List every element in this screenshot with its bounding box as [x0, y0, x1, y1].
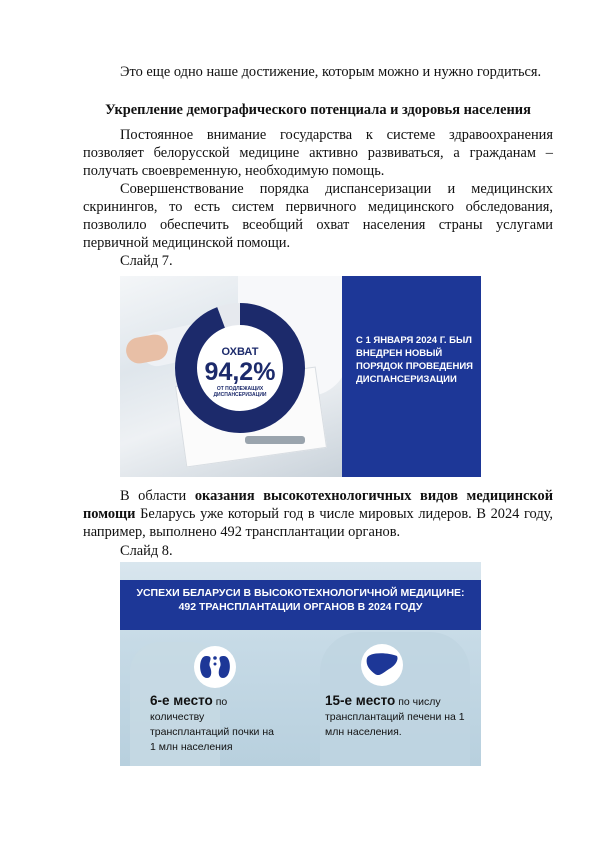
liver-icon	[361, 644, 403, 686]
donut-percent-value: 94,2%	[204, 358, 276, 386]
slide-7-image	[120, 276, 481, 477]
kidney-rank-text: по количеству трансплантаций почки на 1 млн населения	[150, 696, 274, 753]
paragraph-high-tech-bold: оказания высокотехнологичных видов медицинской помощи	[83, 488, 553, 522]
slide-8-title-line2: 492 ТРАНСПЛАНТАЦИИ ОРГАНОВ В 2024 ГОДУ	[178, 601, 423, 613]
section-heading: Укрепление демографического потенциала и здоровья населения	[105, 102, 531, 118]
paragraph-high-tech-prefix: В области	[120, 488, 195, 504]
kidney-icon	[194, 646, 236, 688]
slide-8-label: Слайд 8.	[120, 543, 173, 559]
kidney-rank: 6-е место	[150, 693, 213, 708]
liver-rank-text: по числу трансплантаций печени на 1 млн населения.	[325, 696, 465, 738]
donut-label	[190, 346, 290, 398]
donut-label-title: ОХВАТ	[221, 346, 259, 358]
paragraph-healthcare: Постоянное внимание государства к системе здравоохранения позволяет белорусской медицине активно развиваться, а гражданам – получать своевременную, необходимую помощь.	[83, 127, 553, 179]
paragraph-high-tech	[83, 487, 553, 541]
slide-8-image	[120, 562, 481, 766]
slide-8-title-line1: УСПЕХИ БЕЛАРУСИ В ВЫСОКОТЕХНОЛОГИЧНОЙ МЕДИЦИНЕ:	[136, 587, 465, 599]
liver-ranking-stat	[325, 693, 475, 740]
slide-7-label: Слайд 7.	[120, 253, 173, 269]
paragraph-screening: Совершенствование порядка диспансеризации и медицинских скринингов, то есть систем первичного медицинского обследования, позволило обеспечить всеобщий охват населения страны услугами первичной медицинской помощи.	[83, 181, 553, 251]
paragraph-high-tech-suffix: Беларусь уже который год в числе мировых лидеров. В 2024 году, например, выполнено 492 трансплантации органов.	[83, 506, 553, 540]
kidney-ranking-stat	[150, 693, 275, 755]
liver-rank: 15-е место	[325, 693, 396, 708]
paragraph-achievement: Это еще одно наше достижение, которым можно и нужно гордиться.	[120, 64, 542, 80]
slide-7-panel-text: С 1 ЯНВАРЯ 2024 Г. БЫЛ ВНЕДРЕН НОВЫЙ ПОРЯДОК ПРОВЕДЕНИЯ ДИСПАНСЕРИЗАЦИИ	[356, 335, 473, 385]
slide-8-title	[120, 586, 481, 614]
slide-7-info-panel	[342, 276, 481, 477]
donut-label-subtitle: ОТ ПОДЛЕЖАЩИХ ДИСПАНСЕРИЗАЦИИ	[213, 386, 267, 398]
